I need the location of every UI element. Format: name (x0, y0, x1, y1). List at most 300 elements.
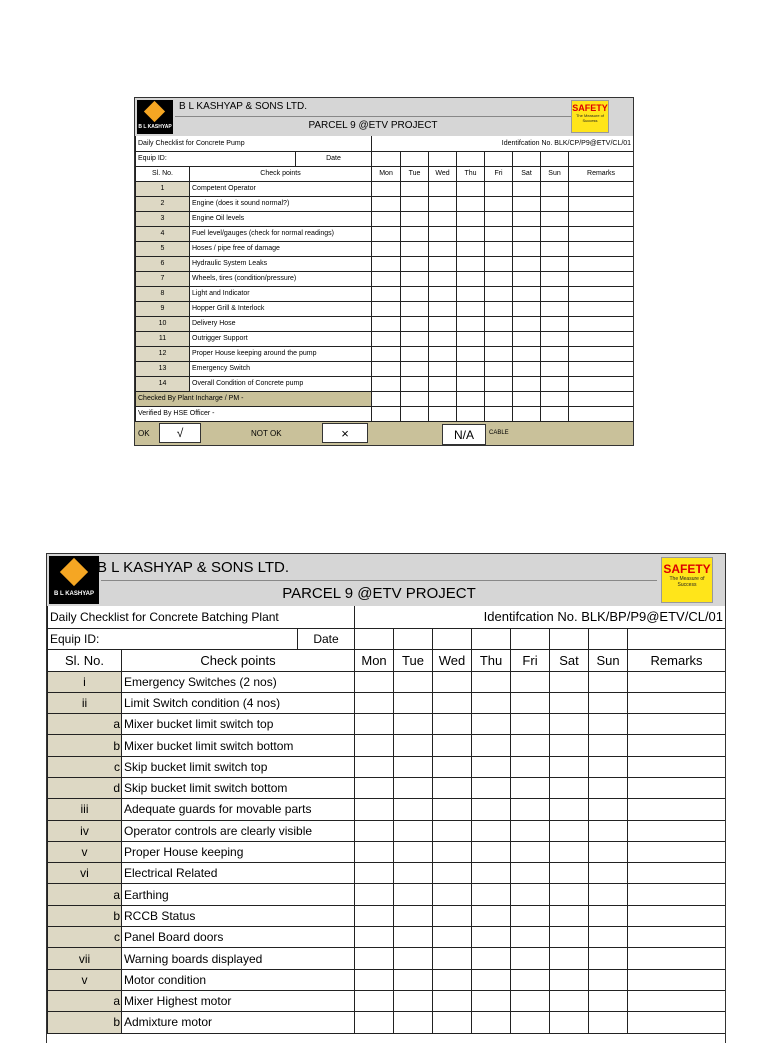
day-check-cell[interactable] (429, 376, 457, 391)
day-check-cell[interactable] (511, 756, 550, 777)
col-sun: Sun (541, 166, 569, 181)
day-check-cell[interactable] (429, 316, 457, 331)
table-row (48, 905, 726, 926)
day-check-cell[interactable] (372, 181, 401, 196)
day-check-cell[interactable] (372, 226, 401, 241)
day-check-cell[interactable] (372, 211, 401, 226)
day-check-cell[interactable] (355, 692, 394, 713)
day-check-cell[interactable] (511, 777, 550, 798)
day-check-cell[interactable] (550, 948, 589, 969)
day-check-cell[interactable] (457, 331, 485, 346)
table-row (136, 331, 634, 346)
day-check-cell[interactable] (401, 181, 429, 196)
day-check-cell[interactable] (589, 820, 628, 841)
day-check-cell[interactable] (429, 226, 457, 241)
day-check-cell[interactable] (513, 346, 541, 361)
day-check-cell[interactable] (433, 714, 472, 735)
day-check-cell[interactable] (372, 361, 401, 376)
table-row (48, 1012, 726, 1033)
remarks-cell[interactable] (569, 256, 634, 271)
project-name: PARCEL 9 @ETV PROJECT (282, 585, 476, 602)
day-check-cell[interactable] (541, 286, 569, 301)
day-check-cell[interactable] (485, 196, 513, 211)
day-check-cell[interactable] (550, 799, 589, 820)
day-check-cell[interactable] (513, 241, 541, 256)
day-check-cell[interactable] (511, 990, 550, 1011)
day-check-cell[interactable] (433, 969, 472, 990)
col-wed: Wed (433, 649, 472, 671)
day-check-cell[interactable] (485, 331, 513, 346)
day-check-cell[interactable] (457, 271, 485, 286)
day-check-cell[interactable] (513, 376, 541, 391)
row-number: i (48, 671, 122, 692)
day-check-cell[interactable] (394, 820, 433, 841)
day-check-cell[interactable] (485, 286, 513, 301)
day-check-cell[interactable] (550, 905, 589, 926)
day-check-cell[interactable] (550, 884, 589, 905)
day-check-cell[interactable] (541, 226, 569, 241)
day-check-cell[interactable] (433, 990, 472, 1011)
day-check-cell[interactable] (589, 692, 628, 713)
day-check-cell[interactable] (372, 346, 401, 361)
day-check-cell[interactable] (550, 990, 589, 1011)
day-check-cell[interactable] (550, 735, 589, 756)
day-check-cell[interactable] (550, 756, 589, 777)
table-row (48, 990, 726, 1011)
day-check-cell[interactable] (550, 777, 589, 798)
date-label: Date (298, 628, 355, 649)
day-check-cell[interactable] (485, 256, 513, 271)
remarks-cell[interactable] (628, 756, 726, 777)
day-check-cell[interactable] (511, 735, 550, 756)
day-check-cell[interactable] (472, 735, 511, 756)
day-check-cell[interactable] (541, 376, 569, 391)
day-check-cell[interactable] (372, 376, 401, 391)
day-check-cell[interactable] (485, 181, 513, 196)
day-check-cell[interactable] (429, 331, 457, 346)
day-check-cell[interactable] (485, 241, 513, 256)
day-check-cell[interactable] (472, 820, 511, 841)
day-check-cell[interactable] (541, 211, 569, 226)
day-check-cell[interactable] (541, 346, 569, 361)
day-check-cell[interactable] (355, 820, 394, 841)
table-row (136, 226, 634, 241)
day-check-cell[interactable] (433, 820, 472, 841)
day-check-cell[interactable] (401, 286, 429, 301)
day-check-cell[interactable] (394, 905, 433, 926)
day-check-cell[interactable] (394, 777, 433, 798)
day-check-cell[interactable] (355, 884, 394, 905)
day-check-cell[interactable] (394, 1012, 433, 1033)
header-divider (175, 116, 571, 117)
day-check-cell[interactable] (472, 969, 511, 990)
day-check-cell[interactable] (472, 756, 511, 777)
day-check-cell[interactable] (433, 1012, 472, 1033)
remarks-cell[interactable] (628, 884, 726, 905)
day-check-cell[interactable] (457, 301, 485, 316)
col-sat: Sat (513, 166, 541, 181)
day-check-cell[interactable] (401, 361, 429, 376)
day-check-cell[interactable] (589, 671, 628, 692)
sheet1-table (135, 136, 634, 422)
remarks-cell[interactable] (628, 969, 726, 990)
day-check-cell[interactable] (433, 927, 472, 948)
row-number: 14 (136, 376, 190, 391)
day-check-cell[interactable] (355, 990, 394, 1011)
day-check-cell[interactable] (433, 799, 472, 820)
day-check-cell[interactable] (401, 271, 429, 286)
day-check-cell[interactable] (457, 286, 485, 301)
day-check-cell[interactable] (433, 884, 472, 905)
day-check-cell[interactable] (513, 196, 541, 211)
day-check-cell[interactable] (550, 927, 589, 948)
table-row (48, 948, 726, 969)
safety-badge (661, 557, 713, 603)
remarks-cell[interactable] (628, 777, 726, 798)
remarks-cell[interactable] (569, 226, 634, 241)
day-check-cell[interactable] (433, 735, 472, 756)
day-check-cell[interactable] (355, 948, 394, 969)
day-check-cell[interactable] (589, 735, 628, 756)
remarks-cell[interactable] (569, 301, 634, 316)
day-check-cell[interactable] (394, 735, 433, 756)
day-check-cell[interactable] (485, 271, 513, 286)
day-check-cell[interactable] (429, 181, 457, 196)
col-fri: Fri (511, 649, 550, 671)
table-row (136, 181, 634, 196)
remarks-cell[interactable] (569, 181, 634, 196)
day-check-cell[interactable] (513, 361, 541, 376)
day-check-cell[interactable] (472, 714, 511, 735)
remarks-cell[interactable] (569, 211, 634, 226)
remarks-cell[interactable] (569, 271, 634, 286)
day-check-cell[interactable] (550, 1012, 589, 1033)
day-check-cell[interactable] (433, 777, 472, 798)
row-number: b (48, 905, 122, 926)
day-check-cell[interactable] (550, 692, 589, 713)
day-check-cell[interactable] (513, 271, 541, 286)
day-check-cell[interactable] (372, 331, 401, 346)
day-check-cell[interactable] (401, 376, 429, 391)
day-check-cell[interactable] (513, 301, 541, 316)
day-check-cell[interactable] (401, 346, 429, 361)
company-name: B L KASHYAP & SONS LTD. (179, 101, 308, 112)
day-check-cell[interactable] (429, 256, 457, 271)
row-number: a (48, 714, 122, 735)
day-check-cell[interactable] (589, 905, 628, 926)
day-check-cell[interactable] (589, 756, 628, 777)
day-check-cell[interactable] (429, 301, 457, 316)
day-check-cell[interactable] (355, 714, 394, 735)
row-number: b (48, 735, 122, 756)
day-check-cell[interactable] (372, 241, 401, 256)
day-check-cell[interactable] (513, 316, 541, 331)
table-row (48, 714, 726, 735)
legend-not-ok: NOT OK (251, 429, 282, 438)
remarks-cell[interactable] (569, 241, 634, 256)
check-point-text: Emergency Switches (2 nos) (122, 671, 355, 692)
day-check-cell[interactable] (541, 316, 569, 331)
day-check-cell[interactable] (394, 756, 433, 777)
day-check-cell[interactable] (355, 799, 394, 820)
table-row (136, 316, 634, 331)
day-check-cell[interactable] (355, 777, 394, 798)
day-check-cell[interactable] (372, 196, 401, 211)
day-check-cell[interactable] (472, 671, 511, 692)
identification-number: Identifcation No. BLK/CP/P9@ETV/CL/01 (372, 136, 634, 151)
day-check-cell[interactable] (372, 286, 401, 301)
remarks-cell[interactable] (628, 735, 726, 756)
row-number: 13 (136, 361, 190, 376)
row-number: iii (48, 799, 122, 820)
day-check-cell[interactable] (457, 196, 485, 211)
day-check-cell[interactable] (355, 841, 394, 862)
check-point-text: Engine (does it sound normal?) (190, 196, 372, 211)
remarks-cell[interactable] (628, 1012, 726, 1033)
day-check-cell[interactable] (485, 301, 513, 316)
day-check-cell[interactable] (433, 841, 472, 862)
day-check-cell[interactable] (541, 301, 569, 316)
day-check-cell[interactable] (429, 211, 457, 226)
day-check-cell[interactable] (541, 241, 569, 256)
day-check-cell[interactable] (472, 692, 511, 713)
day-check-cell[interactable] (394, 990, 433, 1011)
day-check-cell[interactable] (433, 671, 472, 692)
day-check-cell[interactable] (429, 241, 457, 256)
table-row (48, 799, 726, 820)
day-check-cell[interactable] (433, 905, 472, 926)
day-check-cell[interactable] (513, 226, 541, 241)
remarks-cell[interactable] (628, 905, 726, 926)
day-check-cell[interactable] (485, 346, 513, 361)
day-check-cell[interactable] (372, 316, 401, 331)
remarks-cell[interactable] (628, 799, 726, 820)
day-check-cell[interactable] (457, 361, 485, 376)
remarks-cell[interactable] (628, 990, 726, 1011)
day-check-cell[interactable] (433, 863, 472, 884)
day-check-cell[interactable] (513, 286, 541, 301)
check-point-text: Mixer bucket limit switch top (122, 714, 355, 735)
day-check-cell[interactable] (472, 1012, 511, 1033)
day-check-cell[interactable] (550, 714, 589, 735)
table-row (136, 376, 634, 391)
day-check-cell[interactable] (355, 735, 394, 756)
col-remarks: Remarks (569, 166, 634, 181)
day-check-cell[interactable] (457, 316, 485, 331)
day-check-cell[interactable] (550, 969, 589, 990)
row-number: a (48, 990, 122, 1011)
remarks-cell[interactable] (628, 820, 726, 841)
day-check-cell[interactable] (472, 948, 511, 969)
day-check-cell[interactable] (401, 196, 429, 211)
day-check-cell[interactable] (394, 714, 433, 735)
day-check-cell[interactable] (355, 1012, 394, 1033)
remarks-cell[interactable] (569, 316, 634, 331)
legend-bar (135, 422, 633, 445)
col-sl-no: Sl. No. (136, 166, 190, 181)
row-number: c (48, 756, 122, 777)
day-check-cell[interactable] (589, 1012, 628, 1033)
day-check-cell[interactable] (550, 863, 589, 884)
remarks-cell[interactable] (628, 841, 726, 862)
day-check-cell[interactable] (355, 969, 394, 990)
day-check-cell[interactable] (457, 211, 485, 226)
remarks-cell[interactable] (569, 376, 634, 391)
day-check-cell[interactable] (472, 799, 511, 820)
day-check-cell[interactable] (433, 948, 472, 969)
day-check-cell[interactable] (485, 361, 513, 376)
day-check-cell[interactable] (401, 316, 429, 331)
day-check-cell[interactable] (513, 181, 541, 196)
day-check-cell[interactable] (394, 948, 433, 969)
remarks-cell[interactable] (569, 361, 634, 376)
day-check-cell[interactable] (401, 241, 429, 256)
remarks-cell[interactable] (569, 286, 634, 301)
day-check-cell[interactable] (485, 376, 513, 391)
day-check-cell[interactable] (372, 301, 401, 316)
remarks-cell[interactable] (628, 692, 726, 713)
day-check-cell[interactable] (541, 271, 569, 286)
remarks-cell[interactable] (569, 346, 634, 361)
day-check-cell[interactable] (472, 905, 511, 926)
day-check-cell[interactable] (589, 799, 628, 820)
day-check-cell[interactable] (401, 301, 429, 316)
day-check-cell[interactable] (472, 863, 511, 884)
day-check-cell[interactable] (457, 376, 485, 391)
remarks-cell[interactable] (628, 927, 726, 948)
day-check-cell[interactable] (511, 863, 550, 884)
col-sl-no: Sl. No. (48, 649, 122, 671)
day-check-cell[interactable] (394, 969, 433, 990)
day-check-cell[interactable] (511, 671, 550, 692)
row-number: v (48, 969, 122, 990)
day-check-cell[interactable] (511, 969, 550, 990)
day-check-cell[interactable] (550, 841, 589, 862)
day-check-cell[interactable] (433, 692, 472, 713)
day-check-cell[interactable] (372, 256, 401, 271)
check-point-text: RCCB Status (122, 905, 355, 926)
day-check-cell[interactable] (355, 671, 394, 692)
day-check-cell[interactable] (472, 990, 511, 1011)
day-check-cell[interactable] (429, 286, 457, 301)
day-check-cell[interactable] (394, 841, 433, 862)
day-check-cell[interactable] (394, 692, 433, 713)
col-fri: Fri (485, 166, 513, 181)
day-check-cell[interactable] (541, 331, 569, 346)
day-check-cell[interactable] (513, 256, 541, 271)
table-row (136, 196, 634, 211)
row-number: vi (48, 863, 122, 884)
check-point-text: Proper House keeping (122, 841, 355, 862)
day-check-cell[interactable] (589, 714, 628, 735)
day-check-cell[interactable] (394, 799, 433, 820)
day-check-cell[interactable] (511, 714, 550, 735)
remarks-cell[interactable] (628, 671, 726, 692)
day-check-cell[interactable] (485, 316, 513, 331)
table-row (136, 241, 634, 256)
day-check-cell[interactable] (589, 884, 628, 905)
day-check-cell[interactable] (511, 841, 550, 862)
day-check-cell[interactable] (472, 777, 511, 798)
day-check-cell[interactable] (401, 211, 429, 226)
day-check-cell[interactable] (472, 884, 511, 905)
day-check-cell[interactable] (401, 256, 429, 271)
day-check-cell[interactable] (457, 346, 485, 361)
day-check-cell[interactable] (457, 241, 485, 256)
day-check-cell[interactable] (429, 346, 457, 361)
day-check-cell[interactable] (589, 948, 628, 969)
day-check-cell[interactable] (550, 671, 589, 692)
check-point-text: Panel Board doors (122, 927, 355, 948)
day-check-cell[interactable] (541, 181, 569, 196)
day-check-cell[interactable] (472, 927, 511, 948)
day-check-cell[interactable] (433, 756, 472, 777)
day-check-cell[interactable] (485, 226, 513, 241)
table-row (48, 756, 726, 777)
day-check-cell[interactable] (394, 884, 433, 905)
day-check-cell[interactable] (429, 361, 457, 376)
day-check-cell[interactable] (355, 756, 394, 777)
day-check-cell[interactable] (355, 863, 394, 884)
remarks-cell[interactable] (628, 948, 726, 969)
check-point-text: Electrical Related (122, 863, 355, 884)
day-check-cell[interactable] (589, 969, 628, 990)
day-check-cell[interactable] (511, 692, 550, 713)
day-check-cell[interactable] (511, 927, 550, 948)
day-check-cell[interactable] (541, 256, 569, 271)
day-check-cell[interactable] (394, 671, 433, 692)
day-check-cell[interactable] (355, 905, 394, 926)
day-check-cell[interactable] (541, 196, 569, 211)
day-check-cell[interactable] (513, 211, 541, 226)
day-check-cell[interactable] (401, 226, 429, 241)
day-check-cell[interactable] (355, 927, 394, 948)
check-point-text: Admixture motor (122, 1012, 355, 1033)
day-check-cell[interactable] (589, 777, 628, 798)
day-check-cell[interactable] (429, 271, 457, 286)
day-check-cell[interactable] (511, 799, 550, 820)
day-check-cell[interactable] (485, 211, 513, 226)
day-check-cell[interactable] (457, 256, 485, 271)
day-check-cell[interactable] (394, 863, 433, 884)
check-point-text: Fuel level/gauges (check for normal readings) (190, 226, 372, 241)
day-check-cell[interactable] (513, 331, 541, 346)
day-check-cell[interactable] (457, 226, 485, 241)
remarks-cell[interactable] (628, 714, 726, 735)
day-check-cell[interactable] (511, 948, 550, 969)
day-check-cell[interactable] (511, 884, 550, 905)
remarks-cell[interactable] (628, 863, 726, 884)
day-check-cell[interactable] (472, 841, 511, 862)
day-check-cell[interactable] (511, 1012, 550, 1033)
day-check-cell[interactable] (589, 863, 628, 884)
day-check-cell[interactable] (394, 927, 433, 948)
day-check-cell[interactable] (511, 820, 550, 841)
day-check-cell[interactable] (372, 271, 401, 286)
day-check-cell[interactable] (511, 905, 550, 926)
day-check-cell[interactable] (457, 181, 485, 196)
remarks-cell[interactable] (569, 196, 634, 211)
day-check-cell[interactable] (589, 841, 628, 862)
day-check-cell[interactable] (589, 927, 628, 948)
day-check-cell[interactable] (541, 361, 569, 376)
remarks-cell[interactable] (569, 331, 634, 346)
check-point-text: Hoses / pipe free of damage (190, 241, 372, 256)
day-check-cell[interactable] (429, 196, 457, 211)
day-check-cell[interactable] (401, 331, 429, 346)
day-check-cell[interactable] (550, 820, 589, 841)
day-check-cell[interactable] (589, 990, 628, 1011)
